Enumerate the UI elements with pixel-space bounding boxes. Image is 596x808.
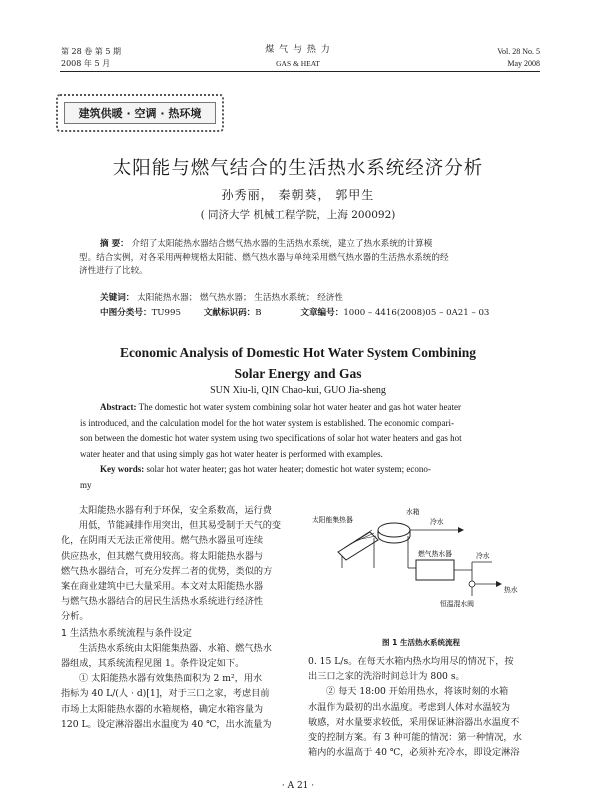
doc-code-value: B <box>255 308 262 318</box>
authors-cn: 孙秀丽， 秦朝葵， 郭甲生 <box>221 188 375 202</box>
journal-volume: 第 28 卷 第 5 期 <box>61 47 121 56</box>
section-category-label: 建筑供暖 · 空调 · 热环境 <box>64 102 216 124</box>
section-body: 生活热水系统由太阳能集热器、水箱、燃气热水 器组成，其系统流程见图 1。条件设定如下。 ① 太阳能热水器有效集热面积为 2 m²，用水 指标为 40 L/(人 · d)[1]，对于三口之家，考虑目前 市场上太阳能热水器的水箱规格，确定水箱容量为 120 L。设定淋浴器出水温度为 40 ℃，出水流量为 <box>61 642 272 730</box>
abstract-en-line: Abstract: The domestic hot water system combining solar hot water heater and gas hot water heater <box>100 402 461 412</box>
classification-line <box>100 307 540 321</box>
journal-volume-en: Vol. 28 No. 5 <box>497 47 540 56</box>
clc-label: 中图分类号： <box>100 308 152 318</box>
paper-title-cn: 太阳能与燃气结合的生活热水系统经济分析 <box>112 158 484 179</box>
paper-title-en-line1: Economic Analysis of Domestic Hot Water System Combining <box>119 345 477 360</box>
body-left-column <box>61 503 297 732</box>
system-flow-diagram <box>308 500 534 624</box>
abstract-en <box>80 400 540 494</box>
abstract-en-line: water heater and that using simply gas hot water heater is performed with examples. <box>80 448 383 459</box>
abstract-cn <box>79 238 520 279</box>
abstract-cn-line: 型。结合实例，对各采用两种规格太阳能、燃气热水器与单纯采用燃气热水器的生活热水系统的经 <box>79 252 449 263</box>
fig-label-collector: 太阳能集热器 <box>312 516 353 524</box>
keywords-en-line: Key words: solar hot water heater; gas hot water heater; domestic hot water system; econo- <box>100 464 431 475</box>
arrow-icon <box>458 527 464 533</box>
article-no-label: 文章编号： <box>300 308 344 318</box>
affiliation-cn: ( 同济大学 机械工程学院，上海 200092) <box>200 209 396 221</box>
doc-code-label: 文献标识码： <box>203 308 256 318</box>
solar-collector-icon <box>338 530 378 568</box>
gas-heater-icon <box>416 560 454 580</box>
fig-label-tank: 水箱 <box>406 508 420 516</box>
mixing-valve-icon <box>469 581 475 587</box>
paper-title-en-line2: Solar Energy and Gas <box>234 366 362 381</box>
keywords-en-line: my <box>80 479 92 490</box>
fig-label-hot-water: 热水 <box>504 586 518 594</box>
abstract-cn-line: 济性进行了比较。 <box>79 266 148 277</box>
abstract-en-line: son between the domestic hot water system using two specifications of solar hot water heaters and gas hot <box>80 433 462 444</box>
abstract-cn-label: 摘 要： <box>100 239 129 249</box>
water-tank-icon <box>378 523 410 543</box>
abstract-en-label: Abstract: <box>100 402 137 412</box>
journal-title-cn: 煤 气 与 热 力 <box>265 45 331 55</box>
clc-value: TU995 <box>151 308 181 318</box>
keywords-cn-text: 太阳能热水器； 燃气热水器； 生活热水系统； 经济性 <box>137 293 343 303</box>
section-category-box <box>56 94 224 132</box>
figure-caption: 图 1 生活热水系统流程 <box>382 638 460 647</box>
arrow-icon <box>496 581 502 587</box>
fig-label-gas-heater: 燃气热水器 <box>418 550 452 558</box>
fig-label-cold-water-2: 冷水 <box>476 552 490 560</box>
keywords-en-label: Key words: <box>100 464 145 475</box>
journal-title-en: GAS & HEAT <box>276 59 320 68</box>
section-heading: 1 生活热水系统流程与条件设定 <box>61 627 192 639</box>
authors-en: SUN Xiu-li, QIN Chao-kui, GUO Jia-sheng <box>210 385 386 396</box>
abstract-en-line: is introduced, and the calculation model for the hot water system is established. The economic compari- <box>80 417 454 428</box>
journal-date-en: May 2008 <box>507 59 540 68</box>
keywords-cn-label: 关键词： <box>100 293 135 303</box>
intro-paragraph: 太阳能热水器有利于环保，安全系数高，运行费 用低，节能减排作用突出，但其易受制于天气的变 化，在阴雨天无法正常使用。燃气热水器虽可连续 供应热水，但其燃气费用较高。将太阳能热水器与 燃气热水器结合，可充分发挥二者的优势，类似的方 案在商业建筑中已大量采用。本文对太阳能热水器 与燃气热水器结合的居民生活热水系统进行经济性 分析。 <box>61 505 282 623</box>
abstract-cn-line: 摘 要： 介绍了太阳能热水器结合燃气热水器的生活热水系统，建立了热水系统的计算模 <box>100 239 433 249</box>
journal-date: 2008 年 5 月 <box>61 59 111 68</box>
keywords-cn <box>100 292 520 306</box>
fig-label-mixing-valve: 恒温混水阀 <box>440 600 474 608</box>
article-no-value: 1000 – 4416(2008)05 – 0A21 – 03 <box>343 308 490 318</box>
header-rule <box>60 71 540 72</box>
fig-label-cold-water-1: 冷水 <box>430 518 444 526</box>
page-number: · A 21 · <box>281 781 315 791</box>
body-right-column: 0. 15 L/s。在每天水箱内热水均用尽的情况下，按 出三口之家的洗浴时间总计为 800 s。 ② 每天 18:00 开始用热水，将该时刻的水箱 水温作为最初的出水温度。考虑到人体对水温较为 敏感，对水量要求较低，采用保证淋浴器出水温度不 变的控制方案。有 3 种可能的情况：第一种情况，水 箱内的水温高于 40 ℃，必须补充冷水，即设定淋浴 <box>308 656 522 759</box>
